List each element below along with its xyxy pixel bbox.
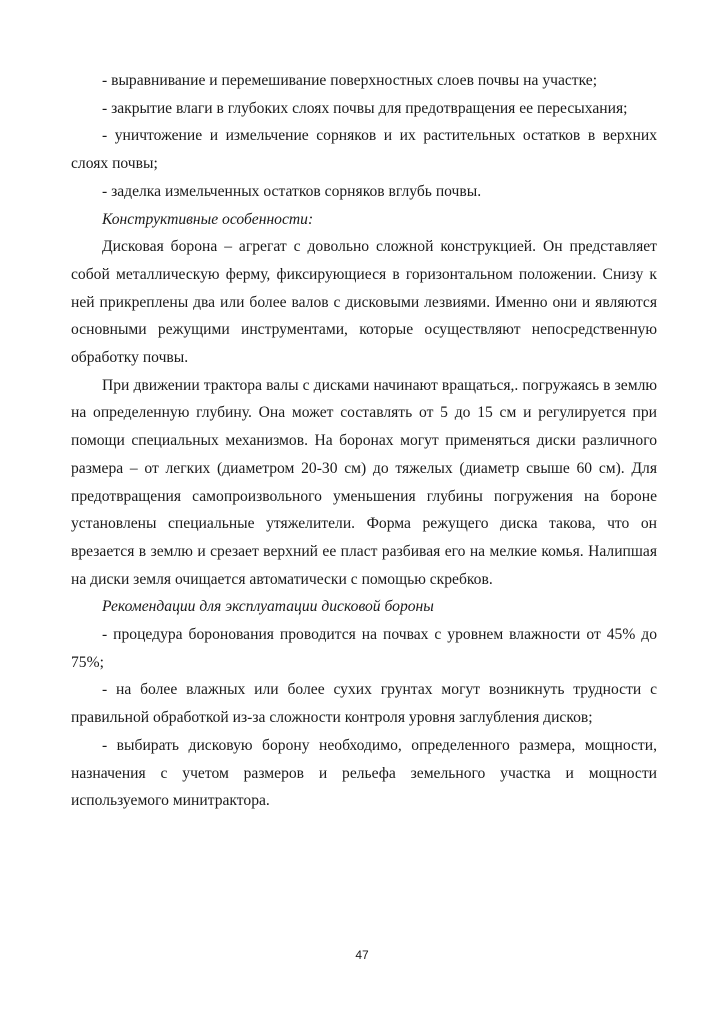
section-heading: Конструктивные особенности: — [102, 210, 314, 228]
body-paragraph: При движении трактора валы с дисками начинают вращаться,. погружаясь в землю на определенную глубину. Она может составлять от 5 до 15 см и регулируется при помощи специальных механизмов. На боронах могут применяться диски различного размера – от легких (диаметром 20-30 см) до тяжелых (диаметр свыше 60 см). Для предотвращения самопроизвольного уменьшения глубины погружения на бороне установлены специальные утяжелители. Форма режущего диска такова, что он врезается в землю и срезает верхний ее пласт разбивая его на мелкие комья. Налипшая на диски земля очищается автоматически с помощью скребков. — [71, 376, 657, 588]
body-paragraph: Дисковая борона – агрегат с довольно сложной конструкцией. Он представляет собой металлическую ферму, фиксирующиеся в горизонтальном положении. Снизу к ней прикреплены два или более валов с дисковыми лезвиями. Именно они и являются основными режущими инструментами, которые осуществляют непосредственную обработку почвы. — [71, 238, 657, 367]
section-heading: Рекомендации для эксплуатации дисковой бороны — [102, 598, 434, 616]
list-item: - заделка измельченных остатков сорняков вглубь почвы. — [102, 182, 482, 200]
list-item: - процедура боронования проводится на почвах с уровнем влажности от 45% до 75%; — [71, 626, 657, 671]
page-body — [71, 67, 657, 815]
list-item: - уничтожение и измельчение сорняков и их растительных остатков в верхних слоях почвы; — [71, 127, 657, 173]
list-item: - на более влажных или более сухих грунтах могут возникнуть трудности с правильной обработкой из-за сложности контроля уровня заглубления дисков; — [71, 681, 657, 727]
list-item: - выравнивание и перемешивание поверхностных слоев почвы на участке; — [102, 72, 598, 89]
list-item: - выбирать дисковую борону необходимо, определенного размера, мощности, назначения с учетом размеров и рельефа земельного участка и мощности используемого минитрактора. — [71, 736, 657, 810]
list-item: - закрытие влаги в глубоких слоях почвы для предотвращения ее пересыхания; — [102, 99, 628, 117]
page-number: 47 — [355, 948, 369, 962]
